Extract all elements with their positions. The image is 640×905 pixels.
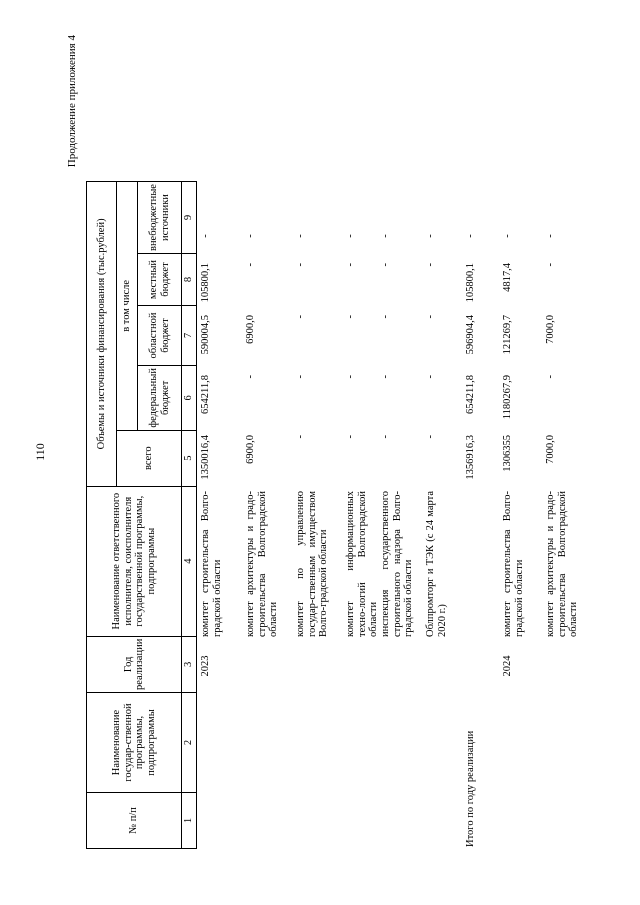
col-num-7: 7 [182,306,197,366]
col-num-8: 8 [182,254,197,306]
federal-cell: - [425,375,436,379]
regional-cell: - [380,315,391,319]
total-cell: - [380,435,391,439]
total-cell: - [425,435,436,439]
executor-cell: комитет по управлению государ-ственным имуществом Волго-градской области [295,491,329,637]
extra-cell: - [380,234,391,238]
local-cell: - [545,263,556,267]
col-num-6: 6 [182,366,197,431]
extra-cell: - [200,234,211,238]
executor-cell: комитет строительства Волго-градской области [200,491,223,637]
col-num-9: 9 [182,182,197,254]
executor-cell: инспекция государственного строительного надзора Волго-градской области [380,491,414,637]
executor-cell: комитет информационных техно-логий Волгоградской области [345,491,379,637]
regional-cell: - [295,315,306,319]
extra-cell: - [545,234,556,238]
regional-cell: 590004,5 [200,315,211,355]
federal-cell: 1180267,9 [502,375,513,420]
executor-cell: комитет архитектуры и градо-строительства Волгоградской области [545,491,579,637]
total-cell: 1350016,4 [200,435,211,480]
local-cell: - [295,263,306,267]
executor-cell: комитет архитектуры и градо-строительства Волгоградской области [245,491,279,637]
subtotal-extra: - [465,234,476,238]
subtotal-total: 1356916,3 [465,435,476,480]
total-cell: 6900,0 [245,435,256,464]
header-including-text: в том числе [121,279,133,332]
column-numbers-row [182,182,197,849]
financing-table [86,181,197,849]
header-executor-text: Наименование ответственного исполнителя, соисполнителя государственной программы, подпрограммы [111,492,157,630]
header-regional-text: областной бюджет [148,312,171,359]
local-cell: - [380,263,391,267]
header-total-text: всего [143,446,155,470]
col-num-5: 5 [182,430,197,486]
header-funding-text: Объемы и источники финансирования (тыс.рублей) [95,218,107,450]
header-federal-text: федеральный бюджет [148,368,171,428]
total-cell: 7000,0 [545,435,556,464]
header-local-text: местный бюджет [148,259,171,300]
subtotal-label: Итого по году реализации [465,730,476,847]
federal-cell: 654211,8 [200,375,211,414]
federal-cell: - [545,375,556,379]
total-cell: 1306355 [502,435,513,472]
extra-cell: - [425,234,436,238]
local-cell: - [245,263,256,267]
year-cell: 2023 [200,655,211,677]
col-num-4: 4 [182,486,197,636]
regional-cell: - [345,315,356,319]
executor-cell: Облпромторг и ТЭК (с 24 марта 2020 г.) [425,491,448,637]
header-extra-text: внебюджетные источники [148,184,171,252]
regional-cell: 6900,0 [245,315,256,344]
header-year-text: Год реализации [122,638,145,690]
regional-cell: 7000,0 [545,315,556,344]
total-cell: - [345,435,356,439]
extra-cell: - [502,234,513,238]
subtotal-regional: 596904,4 [465,315,476,355]
subtotal-local: 105800,1 [465,263,476,303]
col-num-1: 1 [182,793,197,849]
local-cell: - [425,263,436,267]
federal-cell: - [380,375,391,379]
col-num-2: 2 [182,693,197,793]
local-cell: 105800,1 [200,263,211,303]
extra-cell: - [345,234,356,238]
page-number: 110 [33,443,47,461]
executor-cell: комитет строительства Волго-градской области [502,491,525,637]
local-cell: - [345,263,356,267]
col-num-3: 3 [182,636,197,692]
federal-cell: - [345,375,356,379]
regional-cell: 121269,7 [502,315,513,355]
header-num-text: № п/п [128,807,140,834]
local-cell: 4817,4 [502,263,513,292]
total-cell: - [295,435,306,439]
year-cell: 2024 [502,655,513,677]
federal-cell: - [245,375,256,379]
regional-cell: - [425,315,436,319]
subtotal-federal: 654211,8 [465,375,476,414]
federal-cell: - [295,375,306,379]
extra-cell: - [245,234,256,238]
continuation-label: Продолжение приложения 4 [66,35,78,168]
extra-cell: - [295,234,306,238]
header-program-text: Наименование государ-ственной программы, подпрограммы [111,703,157,782]
